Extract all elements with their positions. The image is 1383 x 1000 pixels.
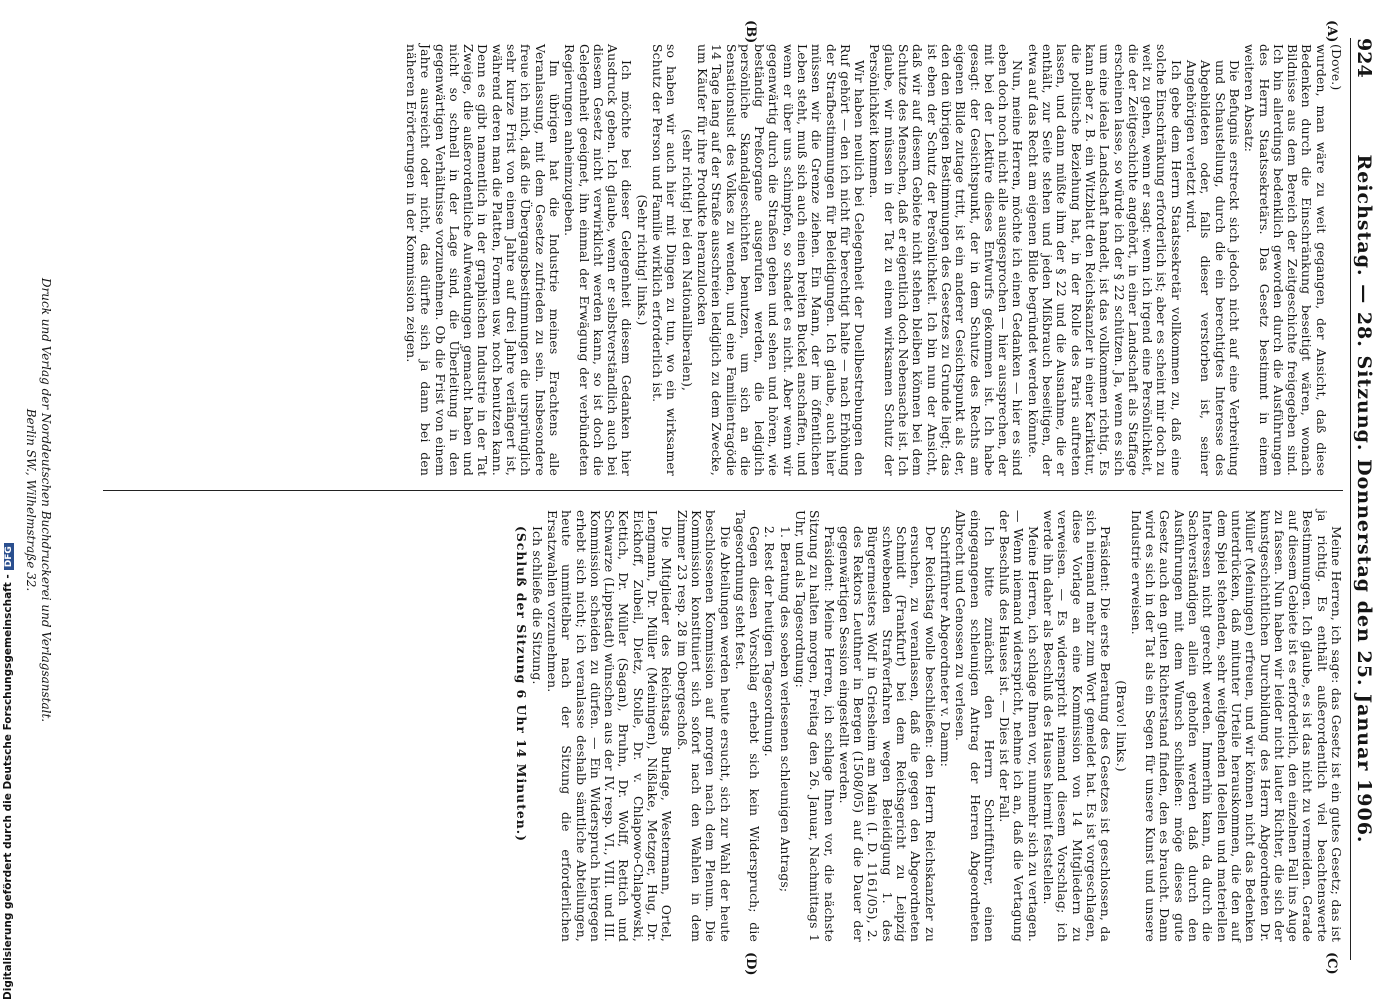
right-column-paragraph: Die Abteilungen werden heute ersucht, sich zur Wahl der heute beschlossenen Kommission auf morgen nach dem Plenum. Die Kommission konstituiert sich sofort nach den Wahlen in dem Zimmer 23 resp. 28 im Obergeschoß. xyxy=(674,510,733,942)
left-column-paragraph: wurden, man wäre zu weit gegangen, der Ansicht, daß diese Bedenken durch die Einschränkung beseitigt wären, wonach Bildnisse aus dem Bereich der Zeitgeschichte freigegeben sind. Ich bin allerdings bedenklich geworden durch die Ausführungen des Herrn Staatssekretärs. Das Gesetz bestimmt in einem weiteren Absatz: xyxy=(1242,44,1329,476)
left-column-paragraph: Im übrigen hat die Industrie meines Erachtens alle Veranlassung, mit dem Gesetze zufrieden zu sein. Insbesondere freue ich mich, daß die Übergangsbestimmungen die ursprünglich sehr kurze Frist von einem Jahre auf drei Jahre verlängert ist, während deren man die Platten, Formen usw. noch benutzen kann. Denn es gibt namentlich in der graphischen Industrie in der Tat Zweige, die außerordentliche Aufwendungen gemacht haben und nicht so schnell in der Lage sind, die Überleitung in den gegenwärtigen Verhältnisse vorzunehmen. Ob die Frist von einem Jahre ausreicht oder nicht, das dürfte sich ja dann bei den näheren Erörterungen in der Kommission zeigen. xyxy=(404,44,562,476)
left-column-paragraph: Ich möchte bei dieser Gelegenheit diesem Gedanken hier Ausdruck geben. Ich glaube, wenn er selbstverständlich auch bei diesem Gesetz nicht verwirklicht werden kann, so ist doch die Gelegenheit geeignet, ihn einmal der Erwägung der verbündeten Regierungen anheimzugeben. xyxy=(562,44,635,476)
right-column-paragraph: Meine Herren, ich sage: das Gesetz ist ein gutes Gesetz; das ist ja richtig. Es enthält außerordentlich viel beachtenswerte Bestimmungen. Ich glaube, es ist das nicht zu vermeiden. Gerade auf diesem Gebiete ist es erforderlich, den einzelnen Fall ins Auge zu fassen. Nun haben wir leider nicht lauter Richter, die sich der kunstgeschichtlichen Durchbildung des Herrn Abgeordneten Dr. Müller (Meiningen) erfreuen, und wir können nicht das Bedenken unterdrücken, daß mitunter Urteile herauskommen, die den auf dem Spiel stehenden, sehr weitgehenden Ideellen und materiellen Interessen nicht gerecht werden. Immerhin kann, da durch die Sachverständigen allein geholfen werden daß durch den Ausführungen mit dem Wunsch schließen: möge dieses gute Gesetz auch den guten Richterstand finden, den es braucht. Dann wird es sich in der Tat als ein Segen für unsere Kunst und unsere Industrie erweisen. xyxy=(1128,510,1344,942)
imprint-line-2: Berlin SW., Wilhelmstraße 32. xyxy=(24,408,38,592)
running-head: Reichstag. — 28. Sitzung. Donnerstag den 25. Januar 1906. xyxy=(1353,154,1375,844)
right-column-paragraph: Die Mitglieder des Reichstags Burlage, Westermann, Ortel, Lengmann, Dr. Müller (Meiningen), Nißlake, Metzger, Hug, Dr. Eickhoff, Zubeil, Dietz, Stolle, Dr. v. Chlapowo-Chlapowski, Kettich, Dr. Müller (Sagan), Bruhn, Dr. Wolff, Rettich und Schwarze (Lippstadt) wünschen aus der IV. resp. VI., VIII. und III. Kommission scheiden zu dürfen. — Ein Widerspruch hiergegen erhebt sich nicht; ich veranlasse deshalb sämtliche Abteilungen, heute unmittelbar nach der Sitzung die erforderlichen Ersatzwahlen vorzunehmen. xyxy=(544,510,675,942)
left-column-paragraph: Ich gebe dem Herrn Staatssekretär vollkommen zu, daß eine solche Einschränkung erforderlich ist; aber es scheint mir doch zu weit zu gehen, wenn er sagt: wenn ich irgend eine Persönlichkeit, die der Zeitgeschichte angehört, in einer Landschaft als Staffage erscheinen lasse, so würde ich der § 22 schützen. Ja, wenn es sich um eine ideale Landschaft handelt, ist das vollkommen richtig. Es kann aber z. B. ein Witzblatt den Reichskanzler in einer Karikatur, die politische Beziehung hat, in der Rolle des Paris auftreten lassen, und dann müßte ihm der § 22 und die Ausnahme, die er enthält, zur Seite stehen und jeden Mißbrauch beseitigen, der etwa auf das Recht am eigenen Bilde begründet werden könnte. xyxy=(1025,44,1184,476)
right-column-paragraph: (Schluß der Sitzung 6 Uhr 14 Minuten.) xyxy=(514,526,530,842)
left-column-paragraph: Wir haben neulich bei Gelegenheit der Duellbestrebungen den Ruf gehört — den ich nicht für berechtigt halte — nach Erhöhung der Strafbestimmungen für Beleidigungen. Ich glaube, auch hier müssen wir die Grenze ziehen. Ein Mann, der im öffentlichen Leben steht, muß sich auch einen breiten Buckel anschaffen, und wenn er über uns schimpfen, so schadet es nicht. Aber wenn wir gegenwärtig durch die Straßen gehen und sehen und hören, wie beständig Preßorgane ausgerufen werden, die lediglich persönliche Skandalgeschichten benutzen, um sich an die Sensationslust des Volkes zu wenden, und eine Familientragödie 14 Tage lang auf der Straße ausschreien lediglich zu dem Zwecke, um Käufer für ihre Produkte heranzulocken xyxy=(694,44,868,476)
left-column-paragraph: Nun, meine Herren, möchte ich einen Gedanken — hier es sind eben doch noch nicht alle ausgesprochen — hier aussprechen, der mit bei der Lektüre dieses Entwurfs gekommen ist. Ich habe gesagt: der Gesichtspunkt, der in dem Schutze des Rechts am eigenen Bilde zutage tritt, ist ein anderer Gesichtspunkt als der, den den übrigen Bestimmungen des Gesetzes zu Grunde liegt; das ist eben der Schutz der Persönlichkeit. Ich bin nun der Ansicht, daß wir auf diesem Gebiete nicht stehen bleiben können bei dem Schutze des Menschen, daß er eigentlich doch Nebensache ist. Ich glaube, wir müssen in der Tat zu einem wirksamen Schutz der Persönlichkeit kommen. xyxy=(867,44,1026,476)
right-column xyxy=(513,510,1343,942)
left-column-paragraph: (sehr richtig! bei den Nationalliberalen), xyxy=(679,128,695,392)
right-column-paragraph: Der Reichstag wolle beschließen: den Herrn Reichskanzler zu ersuchen, zu veranlassen, daß die gegen den Abgeordneten Schmidt (Frankfurt) bei dem Reichsgericht zu Leipzig schwebenden Strafverfahren wegen Beleidigung 1. des Bürgermeisters Wolf in Griesheim am Main (I. D. 1161/05), 2. des Rektors Leuthner in Bergen (1508/05) auf die Dauer der gegenwärtigen Session eingestellt werden. xyxy=(836,526,938,942)
dfg-logo: DFG xyxy=(4,543,14,570)
left-column-paragraph: (Sehr richtig! links.) xyxy=(634,194,650,326)
imprint-footer xyxy=(23,120,53,880)
margin-mark-c: (C) xyxy=(1324,952,1339,975)
right-column-paragraph: Meine Herren, ich schlage Ihnen vor, nunmehr sich zu vertagen. — Wenn niemand widerspricht, nehme ich an, daß die Vertagung der Beschluß des Hauses ist. — Dies ist der Fall. xyxy=(997,510,1041,942)
left-column xyxy=(403,44,1343,476)
imprint-line-1: Druck und Verlag der Norddeutschen Buchdruckerei und Verlagsanstalt. xyxy=(39,277,53,723)
right-column-paragraph: (Bravo! links.) xyxy=(1113,680,1129,772)
digitization-stamp xyxy=(2,546,22,1000)
right-column-paragraph: Präsident: Meine Herren, ich schlage Ihnen vor, die nächste Sitzung zu halten morgen, Freitag den 26. Januar, Nachmittags 1 Uhr, und als Tagesordnung: xyxy=(793,510,837,942)
page-number: 924 xyxy=(1353,38,1375,78)
right-column-paragraph: 2. Rest der heutigen Tagesordnung. xyxy=(762,526,778,757)
margin-mark-a: (A) xyxy=(1324,20,1339,43)
column-divider xyxy=(103,490,1343,491)
margin-mark-d: (D) xyxy=(743,952,758,976)
digitization-credit: Digitalisierung gefördert durch die Deutsche Forschungsgemeinschaft - xyxy=(2,574,14,1000)
left-column-paragraph: (Dove.) xyxy=(1329,44,1344,91)
right-column-paragraph: Gegen diesen Vorschlag erhebt sich kein Widerspruch; die Tagesordnung steht fest. xyxy=(732,510,763,942)
page-header xyxy=(1350,38,1377,960)
margin-mark-b: (B) xyxy=(743,20,758,44)
right-column-paragraph: Ich bitte zunächst den Herrn Schriftführer, einen eingegangenen schleunigen Antrag der Herren Abgeordneten Albrecht und Genossen zu verlesen. xyxy=(953,510,997,942)
right-column-paragraph: Präsident: Die erste Beratung des Gesetzes ist geschlossen, da sich niemand mehr zum Wort gemeldet hat. Es ist vorgeschlagen, diese Vorlage an eine Kommission von 14 Mitgliedern zu verweisen. — Es widerspricht niemand diesem Vorschlag; ich werde ihn daher als Beschluß des Hauses hiermit feststellen. xyxy=(1041,510,1114,942)
right-column-paragraph: Schriftführer Abgeordneter v. Damm: xyxy=(937,526,953,768)
right-column-paragraph: Ich schließe die Sitzung. xyxy=(529,526,545,685)
left-column-paragraph: so haben wir auch hier mit Dingen zu tun, wo ein wirksamer Schutz der Person und Familie wirklich erforderlich ist. xyxy=(650,44,680,476)
right-column-paragraph: 1. Beratung des soeben verlesenen schleunigen Antrags; xyxy=(777,526,793,893)
left-column-paragraph: Die Befugnis erstreckt sich jedoch nicht auf eine Verbreitung und Schaustellung, durch die ein berechtigtes Interesse des Abgebildeten oder, falls dieser verstorben ist, seiner Angehörigen verletzt wird. xyxy=(1184,60,1242,476)
